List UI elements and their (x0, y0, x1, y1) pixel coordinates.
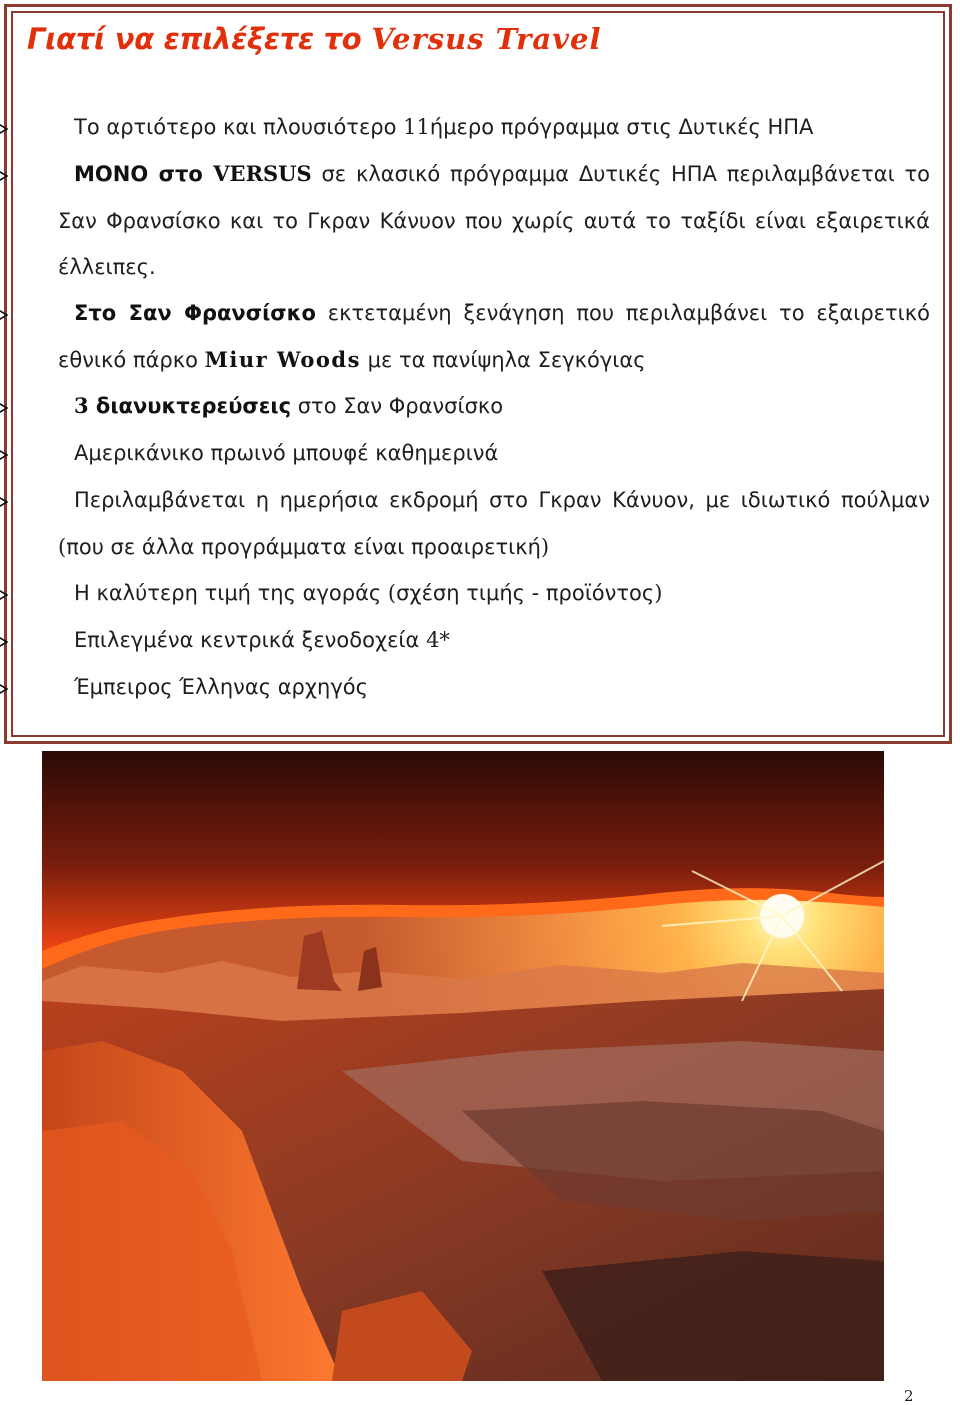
item-text: ( (58, 535, 67, 559)
item-text: ) (540, 535, 550, 559)
features-list (26, 104, 930, 711)
list-item (26, 570, 930, 617)
item-text: 11 (403, 115, 430, 139)
item-text: σχέση τιμής - προϊόντος (396, 581, 655, 605)
page-title (27, 22, 601, 56)
list-item (26, 617, 930, 664)
item-text: 4* (426, 628, 450, 652)
item-text: σε κλασικό πρόγραμμα Δυτικές ΗΠΑ περιλαμβάνεται το Σαν Φρανσίσκο και το Γκραν Κάνυον που χωρίς αυτά το ταξίδι είναι εξαιρετικά έλλειπες. (58, 162, 931, 279)
list-item (26, 430, 930, 477)
item-text: Αμερικάνικο πρωινό μπουφέ καθημερινά (74, 441, 499, 465)
item-text: Περιλαμβάνεται η ημερήσια εκδρομή στο Γκραν Κάνυον, με ιδιωτικό πούλμαν (74, 488, 930, 512)
canyon-sunrise-photo (42, 751, 884, 1381)
bullet-arrow-icon (26, 431, 74, 477)
list-item (26, 477, 930, 570)
bullet-arrow-icon (26, 152, 74, 198)
bullet-arrow-icon (26, 478, 74, 524)
bullet-arrow-icon (26, 105, 74, 151)
item-text: με τα πανίψηλα Σεγκόγιας (360, 348, 646, 372)
item-text: Στο Σαν Φρανσίσκο (74, 301, 316, 325)
item-text: VERSUS (213, 161, 312, 186)
item-text: Το αρτιότερο και πλουσιότερο (74, 115, 404, 139)
item-text: Επιλεγμένα κεντρικά ξενοδοχεία (74, 628, 427, 652)
item-text: Η καλύτερη τιμή της αγοράς (74, 581, 388, 605)
bullet-arrow-icon (26, 291, 74, 337)
item-text: ) (654, 581, 663, 605)
title-brand: Versus Travel (371, 22, 602, 56)
item-text: Έμπειρος Έλληνας αρχηγός (74, 675, 368, 699)
bullet-arrow-icon (26, 665, 74, 711)
bullet-arrow-icon (26, 384, 74, 430)
item-text: εκτεταμένη ξενάγηση που περιλαμβάνει το εξαιρετικό εθνικό πάρκο (58, 301, 931, 372)
page-number: 2 (904, 1387, 914, 1405)
item-text: ήμερο πρόγραμμα στις Δυτικές ΗΠΑ (429, 115, 814, 139)
bullet-arrow-icon (26, 618, 74, 664)
list-item (26, 383, 930, 430)
list-item (26, 104, 930, 151)
item-text: Miur Woods (204, 347, 361, 372)
item-text: στο Σαν Φρανσίσκο (291, 394, 504, 418)
list-item (26, 664, 930, 711)
item-text: ( (387, 581, 397, 605)
title-prefix: Γιατί να επιλέξετε το (27, 22, 362, 56)
list-item (26, 290, 930, 383)
item-text: που σε άλλα προγράμματα είναι προαιρετική (66, 535, 541, 559)
list-item (26, 151, 930, 290)
item-text: 3 (74, 393, 89, 418)
bullet-arrow-icon (26, 571, 74, 617)
item-text: διανυκτερεύσεις (88, 394, 292, 418)
item-text: ΜΟΝΟ στο (74, 162, 214, 186)
